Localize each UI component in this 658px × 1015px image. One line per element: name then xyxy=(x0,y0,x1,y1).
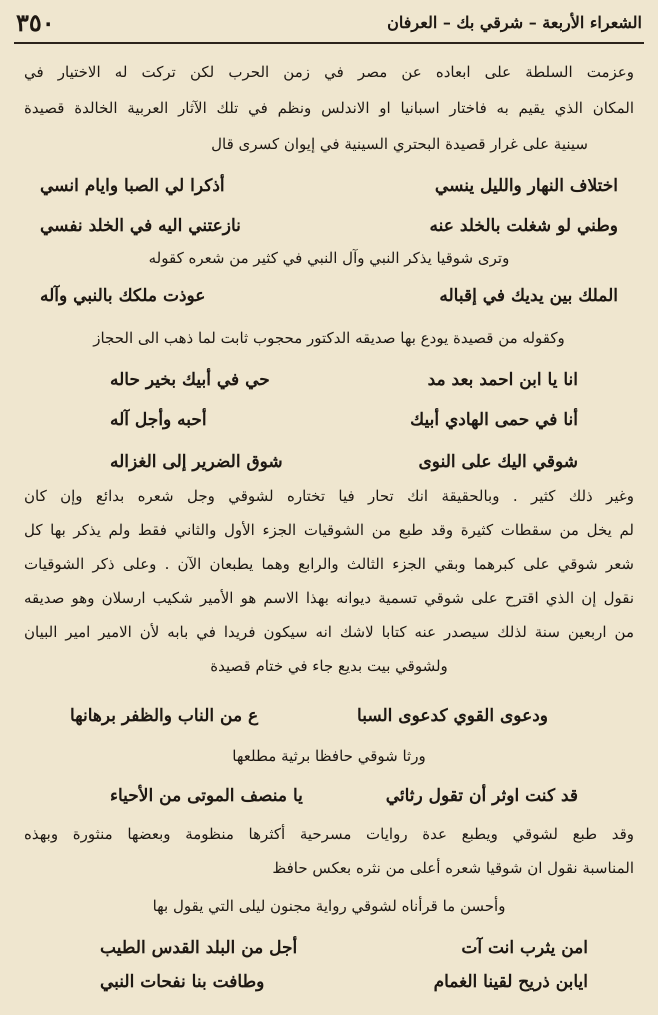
verse-line xyxy=(110,406,578,434)
text-line: وأحسن ما قرأناه لشوقي رواية مجنون ليلى التي يقول بها xyxy=(152,897,506,915)
hemistich: عوذت ملكك بالنبي وآله xyxy=(40,286,206,306)
hemistich: وطافت بنا نفحات النبي xyxy=(100,972,265,992)
text-line: وقد طبع لشوقي ويطبع عدة روايات مسرحية أكثرها منظومة وبعضها منثورة وبهذه xyxy=(24,825,634,843)
verse-line xyxy=(40,172,618,200)
hemistich: أجل من البلد القدس الطيب xyxy=(100,938,298,958)
text-line: وغير ذلك كثير . وبالحقيقة انك تحار فيا تختاره لشوقي وجل شعره بدائع وإن كان xyxy=(24,487,634,505)
hemistich: اختلاف النهار والليل ينسي xyxy=(434,176,618,196)
text-line: نقول إن الذي اقترح على شوقي تسمية ديوانه بهذا الاسم هو الأمير شكيب ارسلان وهو صديقه xyxy=(24,589,634,607)
text-line: سينية على غرار قصيدة البحتري السينية في إيوان كسرى قال xyxy=(211,135,588,153)
hemistich: نازعتني اليه في الخلد نفسي xyxy=(40,216,241,236)
verse-line xyxy=(70,702,548,730)
hemistich: يا منصف الموتى من الأحياء xyxy=(110,786,303,806)
header-rule xyxy=(14,42,644,44)
hemistich: ع من الناب والظفر برهانها xyxy=(70,706,259,726)
running-title: الشعراء الأربعة – شرقي بك – العرفان xyxy=(387,12,642,32)
verse-line xyxy=(100,968,588,996)
hemistich: الملك بين يديك في إقباله xyxy=(439,286,618,306)
hemistich: ايابن ذريح لقينا الغمام xyxy=(433,972,588,992)
hemistich: امن يثرب انت آت xyxy=(461,938,588,958)
text-line: لم يخل من سقطات كثيرة وقد طبع من الشوقيات الجزء الأول والثاني فقط ولم يذكر بها كل xyxy=(24,521,634,539)
page-number: ٣٥٠ xyxy=(16,7,55,37)
verse-line xyxy=(40,282,618,310)
hemistich: حي في أبيك بخير حاله xyxy=(110,370,270,390)
page-header xyxy=(16,4,642,40)
verse-line xyxy=(100,934,588,962)
text-line: من اربعين سنة لذلك سيصدر عنه كتابا لاشك انه سيكون فريدا في بابه لأن الامير امير البيان xyxy=(24,623,634,641)
hemistich: أحبه وأجل آله xyxy=(110,410,207,430)
hemistich: أذكرا لي الصبا وايام انسي xyxy=(40,176,225,196)
hemistich: قد كنت اوثر أن تقول رثائي xyxy=(385,786,578,806)
verse-line xyxy=(110,448,578,476)
text-line: شعر شوقي على كبرهما وبقي الجزء الثالث والرابع وهما يطبعان الآن . وعلى ذكر الشوقيات xyxy=(24,555,634,573)
verse-line xyxy=(110,366,578,394)
verse-line xyxy=(40,212,618,240)
verse-line xyxy=(110,782,578,810)
hemistich: ودعوى القوي كدعوى السبا xyxy=(357,706,548,726)
text-line: المكان الذي يقيم به فاختار اسبانيا او الاندلس ونظم في تلك الآثار العربية الخالدة قصيدة xyxy=(24,99,634,117)
text-line: وعزمت السلطة على ابعاده عن مصر في زمن الحرب لكن تركت له الاختيار في xyxy=(24,63,634,81)
text-line: وترى شوقيا يذكر النبي وآل النبي في كثير من شعره كقوله xyxy=(148,249,510,267)
hemistich: أنا في حمى الهادي أبيك xyxy=(410,410,578,430)
text-line: ولشوقي بيت بديع جاء في ختام قصيدة xyxy=(210,657,448,675)
text-line: وكقوله من قصيدة يودع بها صديقه الدكتور محجوب ثابت لما ذهب الى الحجاز xyxy=(93,329,565,347)
hemistich: انا يا ابن احمد بعد مد xyxy=(427,370,578,390)
text-line: المناسبة نقول ان شوقيا شعره أعلى من نثره بعكس حافظ xyxy=(272,859,634,877)
text-line: ورثا شوقي حافظا برثية مطلعها xyxy=(232,747,426,765)
hemistich: شوقي اليك على النوى xyxy=(418,452,578,472)
hemistich: وطني لو شغلت بالخلد عنه xyxy=(429,216,618,236)
hemistich: شوق الضرير إلى الغزاله xyxy=(110,452,283,472)
